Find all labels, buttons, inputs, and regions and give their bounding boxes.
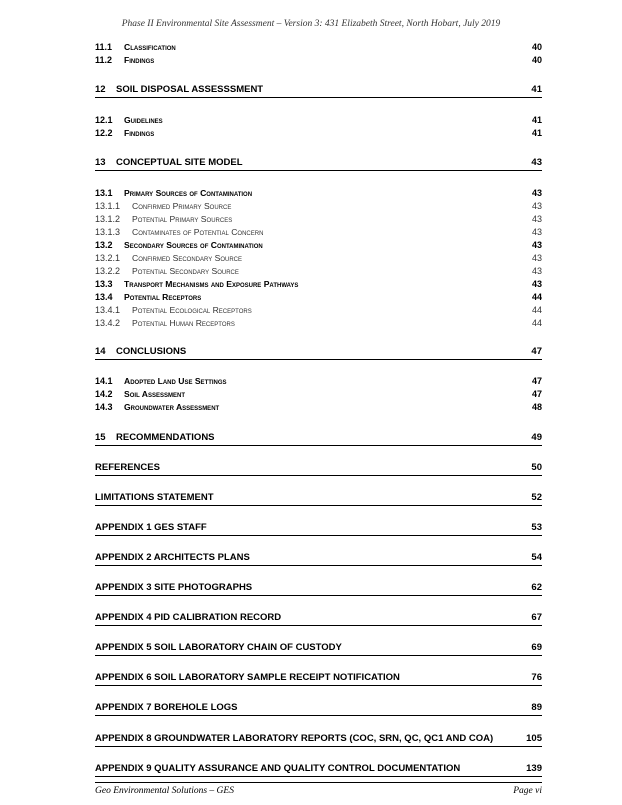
toc-references[interactable]: REFERENCES 50	[95, 461, 542, 476]
toc-section-13[interactable]: 13 CONCEPTUAL SITE MODEL 43	[95, 156, 542, 171]
toc-entry-13-1-3[interactable]: 13.1.3 Contaminates of Potential Concern 43	[95, 227, 542, 237]
toc-appendix-8[interactable]: APPENDIX 8 GROUNDWATER LABORATORY REPORTS (COC, SRN, QC, QC1 AND COA) 105	[95, 732, 542, 747]
toc-appendix-6[interactable]: APPENDIX 6 SOIL LABORATORY SAMPLE RECEIPT NOTIFICATION 76	[95, 671, 542, 686]
toc-entry-13-4-1[interactable]: 13.4.1 Potential Ecological Receptors 44	[95, 305, 542, 315]
toc-entry-12-1[interactable]: 12.1 Guidelines 41	[95, 115, 542, 125]
toc-appendix-3[interactable]: APPENDIX 3 SITE PHOTOGRAPHS 62	[95, 581, 542, 596]
toc-appendix-7[interactable]: APPENDIX 7 BOREHOLE LOGS 89	[95, 701, 542, 716]
toc-appendix-9[interactable]: APPENDIX 9 QUALITY ASSURANCE AND QUALITY CONTROL DOCUMENTATION 139	[95, 762, 542, 777]
toc-entry-13-4[interactable]: 13.4 Potential Receptors 44	[95, 292, 542, 302]
toc-limitations-statement[interactable]: LIMITATIONS STATEMENT 52	[95, 491, 542, 506]
toc-entry-11-2[interactable]: 11.2 Findings 40	[95, 55, 542, 65]
toc-entry-12-2[interactable]: 12.2 Findings 41	[95, 128, 542, 138]
footer-company: Geo Environmental Solutions – GES	[95, 786, 234, 796]
toc-entry-13-1-1[interactable]: 13.1.1 Confirmed Primary Source 43	[95, 201, 542, 211]
running-header: Phase II Environmental Site Assessment – Version 3: 431 Elizabeth Street, North Hobart, July 2019	[121, 19, 501, 29]
toc-entry-11-1[interactable]: 11.1 Classification 40	[95, 42, 542, 52]
toc-appendix-1[interactable]: APPENDIX 1 GES STAFF 53	[95, 521, 542, 536]
toc-section-12[interactable]: 12 SOIL DISPOSAL ASSESSSMENT 41	[95, 83, 542, 98]
toc-appendix-5[interactable]: APPENDIX 5 SOIL LABORATORY CHAIN OF CUSTODY 69	[95, 641, 542, 656]
toc-entry-13-2[interactable]: 13.2 Secondary Sources of Contamination 43	[95, 240, 542, 250]
toc-entry-13-1-2[interactable]: 13.1.2 Potential Primary Sources 43	[95, 214, 542, 224]
toc-entry-13-4-2[interactable]: 13.4.2 Potential Human Receptors 44	[95, 318, 542, 328]
toc-appendix-4[interactable]: APPENDIX 4 PID CALIBRATION RECORD 67	[95, 611, 542, 626]
running-footer	[95, 782, 542, 796]
toc-entry-14-3[interactable]: 14.3 Groundwater Assessment 48	[95, 402, 542, 412]
toc-entry-14-1[interactable]: 14.1 Adopted Land Use Settings 47	[95, 376, 542, 386]
toc-entry-14-2[interactable]: 14.2 Soil Assessment 47	[95, 389, 542, 399]
toc-entry-13-1[interactable]: 13.1 Primary Sources of Contamination 43	[95, 188, 542, 198]
toc-entry-13-3[interactable]: 13.3 Transport Mechanisms and Exposure Pathways 43	[95, 279, 542, 289]
toc-entry-13-2-2[interactable]: 13.2.2 Potential Secondary Source 43	[95, 266, 542, 276]
toc-entry-13-2-1[interactable]: 13.2.1 Confirmed Secondary Source 43	[95, 253, 542, 263]
toc-section-15[interactable]: 15 RECOMMENDATIONS 49	[95, 431, 542, 446]
toc-appendix-2[interactable]: APPENDIX 2 ARCHITECTS PLANS 54	[95, 551, 542, 566]
toc-section-14[interactable]: 14 CONCLUSIONS 47	[95, 345, 542, 360]
footer-page-number: Page vi	[513, 786, 542, 796]
